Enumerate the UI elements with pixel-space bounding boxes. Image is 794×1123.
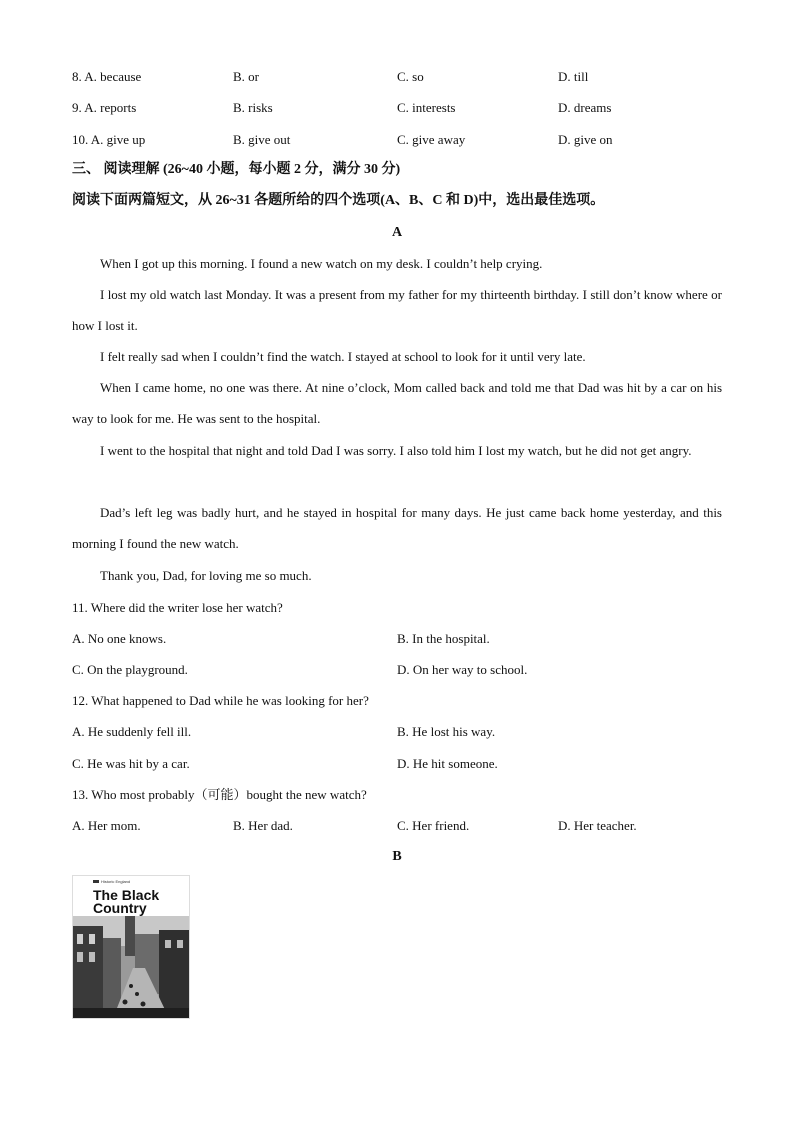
option-text: C. give away <box>397 132 466 147</box>
option-text: 10. A. give up <box>72 132 146 147</box>
passage-paragraph: Dad’s left leg was badly hurt, and he stayed in hospital for many days. He just came back home yesterday, and this morning I found the new watch. <box>72 505 722 551</box>
passage-a-label: A <box>391 225 403 240</box>
publisher-logo-icon <box>93 880 99 883</box>
street-photo <box>73 916 189 1018</box>
passage-paragraph: Thank you, Dad, for loving me so much. <box>100 568 312 583</box>
passage-paragraph: I went to the hospital that night and told Dad I was sorry. I also told him I lost my watch, but he did not get angry. <box>100 443 692 458</box>
option-text: C. Her friend. <box>397 818 470 833</box>
option-text: C. He was hit by a car. <box>72 756 190 771</box>
passage-b-label: B <box>392 849 402 864</box>
option-text: 9. A. reports <box>72 100 137 115</box>
book-cover-image <box>72 875 190 1019</box>
option-text: A. No one knows. <box>72 631 167 646</box>
book-publisher: Historic England <box>101 879 131 884</box>
option-text: D. give on <box>558 132 613 147</box>
option-text: B. give out <box>233 132 291 147</box>
passage-paragraph: I felt really sad when I couldn’t find the watch. I stayed at school to look for it until very late. <box>100 349 586 364</box>
option-text: B. or <box>233 69 259 84</box>
section-instruction: 阅读下面两篇短文，从 26~31 各题所给的四个选项(A、B、C 和 D)中，选出最佳选项。 <box>72 193 605 208</box>
option-text: B. Her dad. <box>233 818 293 833</box>
option-text: B. In the hospital. <box>397 631 490 646</box>
passage-paragraph: When I came home, no one was there. At nine o’clock, Mom called back and told me that Dad was hit by a car on his way to look for me. He was sent to the hospital. <box>72 380 722 426</box>
option-text: D. Her teacher. <box>558 818 637 833</box>
question-stem: 13. Who most probably（可能）bought the new watch? <box>72 787 367 802</box>
option-text: 8. A. because <box>72 69 142 84</box>
book-title-line2: Country <box>93 900 147 916</box>
question-stem: 12. What happened to Dad while he was looking for her? <box>72 693 369 708</box>
option-text: A. Her mom. <box>72 818 141 833</box>
passage-paragraph: When I got up this morning. I found a new watch on my desk. I couldn’t help crying. <box>100 256 543 271</box>
option-text: B. risks <box>233 100 273 115</box>
option-text: D. He hit someone. <box>397 756 498 771</box>
passage-paragraph: I lost my old watch last Monday. It was a present from my father for my thirteenth birthday. I still don’t know where or how I lost it. <box>72 287 722 333</box>
option-text: B. He lost his way. <box>397 724 496 739</box>
section-title: 三、 阅读理解 (26~40 小题，每小题 2 分，满分 30 分) <box>72 162 401 177</box>
option-text: C. On the playground. <box>72 662 188 677</box>
option-text: D. dreams <box>558 100 612 115</box>
option-text: D. On her way to school. <box>397 662 528 677</box>
option-text: C. so <box>397 69 424 84</box>
question-stem: 11. Where did the writer lose her watch? <box>72 600 283 615</box>
option-text: D. till <box>558 69 589 84</box>
option-text: A. He suddenly fell ill. <box>72 724 192 739</box>
option-text: C. interests <box>397 100 456 115</box>
book-title-line1: The Black <box>93 887 160 903</box>
